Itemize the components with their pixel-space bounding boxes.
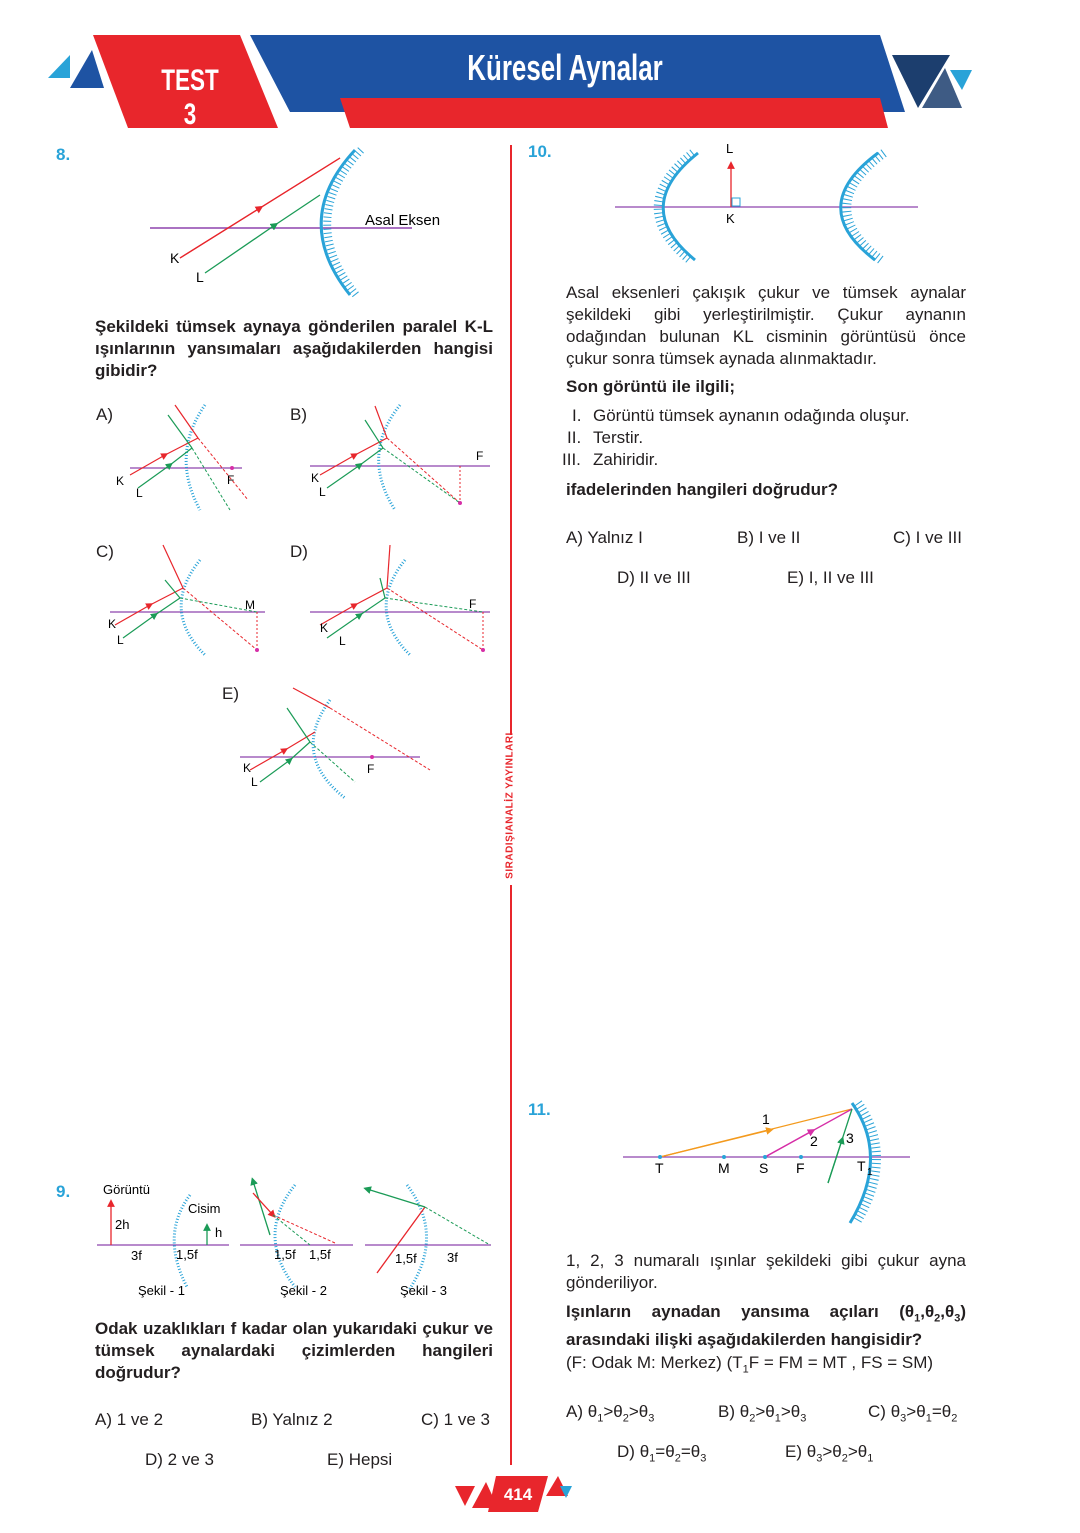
q11-number: 11.	[528, 1100, 551, 1119]
q8-option-e-figure	[235, 680, 435, 800]
svg-text:L: L	[339, 634, 346, 648]
q9-option-c[interactable]: C) 1 ve 3	[421, 1410, 490, 1429]
svg-text:F: F	[476, 449, 484, 463]
q8-option-a-figure	[110, 400, 270, 520]
q8-option-b-figure	[305, 400, 495, 520]
svg-text:F: F	[469, 597, 477, 611]
svg-text:2h: 2h	[115, 1217, 130, 1232]
q10-intro: Asal eksenleri çakışık çukur ve tümsek aynalar şekildeki gibi yerleştirilmiştir. Çukur aynanın odağından bulunan KL cisminin görüntüsü önce çukur sonra tümsek aynada alınmaktadır.	[566, 283, 966, 368]
q9-option-a[interactable]: A) 1 ve 2	[95, 1410, 164, 1429]
q10-statement-1: Görüntü tümsek aynanın odağında oluşur.	[593, 406, 910, 425]
q10-roman-2: II.	[567, 428, 582, 447]
svg-text:M: M	[245, 598, 255, 612]
q10-option-c[interactable]: C) I ve III	[893, 528, 962, 547]
q10-statement-3: Zahiridir.	[593, 450, 659, 469]
q8-label-l: L	[196, 269, 204, 285]
svg-text:L: L	[251, 775, 258, 789]
q11-option-e[interactable]: E) $\theta_3>\theta_2>\theta_1$	[785, 1442, 874, 1465]
svg-text:2: 2	[810, 1133, 818, 1149]
page-number: 414	[503, 1485, 533, 1504]
q9-option-d[interactable]: D) 2 ve 3	[145, 1450, 214, 1469]
svg-text:Şekil - 2: Şekil - 2	[280, 1283, 327, 1298]
svg-text:Cisim: Cisim	[188, 1201, 221, 1216]
svg-text:1,5f: 1,5f	[274, 1247, 296, 1262]
svg-text:1,5f: 1,5f	[309, 1247, 331, 1262]
q11-option-a[interactable]: A) $\theta_1>\theta_2>\theta_3$	[566, 1402, 655, 1425]
q10-number: 10.	[528, 142, 552, 161]
svg-text:K: K	[243, 761, 252, 775]
svg-text:Şekil - 1: Şekil - 1	[138, 1283, 185, 1298]
q8-option-d[interactable]: D)	[290, 542, 308, 561]
q9-option-e[interactable]: E) Hepsi	[327, 1450, 393, 1469]
svg-text:M: M	[718, 1160, 730, 1176]
svg-text:L: L	[726, 141, 734, 156]
q9-option-b[interactable]: B) Yalnız 2	[251, 1410, 333, 1429]
svg-text:Şekil - 3: Şekil - 3	[400, 1283, 447, 1298]
q9-question: Odak uzaklıkları f kadar olan yukarıdaki çukur ve tümsek aynalardaki çizimlerden hangileri doğrudur?	[95, 1319, 493, 1382]
svg-text:L: L	[136, 486, 143, 500]
q11-question-end: ) arasındaki ilişki aşağıdakilerden hangisidir?	[566, 1302, 966, 1350]
svg-text:1,5f: 1,5f	[395, 1251, 417, 1266]
svg-text:3f: 3f	[447, 1250, 458, 1265]
test-label: TEST 3	[161, 64, 219, 131]
q10-option-d[interactable]: D) II ve III	[617, 568, 691, 587]
page-title: Küresel Aynalar	[467, 47, 663, 88]
q10-statement-2: Terstir.	[593, 428, 644, 447]
svg-text:F: F	[367, 762, 375, 776]
q8-option-c[interactable]: C)	[96, 542, 114, 561]
svg-text:1: 1	[762, 1111, 770, 1127]
svg-text:F: F	[796, 1160, 805, 1176]
q11-option-b[interactable]: B) $\theta_2>\theta_1>\theta_3$	[718, 1402, 807, 1425]
svg-text:L: L	[117, 633, 124, 647]
svg-text:S: S	[759, 1160, 769, 1176]
q10-figure	[610, 135, 930, 270]
q10-lead: Son görüntü ile ilgili;	[566, 377, 736, 396]
publisher-side-text: SIRADIŞIANALİZ YAYINLARI	[504, 732, 516, 879]
svg-text:Görüntü: Görüntü	[103, 1182, 150, 1197]
svg-text:F: F	[227, 473, 235, 487]
q11-legend-start: (F: Odak M: Merkez) (T	[566, 1353, 743, 1372]
q8-option-d-figure	[305, 540, 495, 660]
svg-text:K: K	[311, 471, 320, 485]
svg-text:3: 3	[846, 1130, 854, 1146]
q11-figure	[620, 1095, 920, 1230]
q11-legend: (F: Odak M: Merkez) ($T_1F$ = FM = MT , FS = SM)	[566, 1353, 934, 1376]
q10-roman-3: III.	[562, 450, 581, 469]
q10-option-a[interactable]: A) Yalnız I	[566, 528, 643, 547]
q9-figures	[95, 1175, 495, 1305]
q11-question-start: Işınların aynadan yansıma açıları (θ	[566, 1302, 915, 1321]
q11-option-d[interactable]: D) $\theta_1=\theta_2=\theta_3$	[617, 1442, 707, 1465]
svg-text:K: K	[320, 621, 329, 635]
q11-intro: 1, 2, 3 numaralı ışınlar şekildeki gibi çukur ayna gönderiliyor.	[566, 1251, 966, 1292]
svg-text:K: K	[108, 617, 117, 631]
q8-option-b[interactable]: B)	[290, 405, 307, 424]
q10-option-b[interactable]: B) I ve II	[737, 528, 801, 547]
q9-number: 9.	[56, 1182, 71, 1201]
svg-text:1: 1	[867, 1167, 873, 1178]
svg-text:h: h	[215, 1225, 223, 1240]
q10-option-e[interactable]: E) I, II ve III	[787, 568, 874, 587]
svg-text:T: T	[655, 1160, 664, 1176]
q10-roman-1: I.	[572, 406, 582, 425]
q8-question: Şekildeki tümsek aynaya gönderilen paralel K-L ışınlarının yansımaları aşağıdakilerden hangisi gibidir?	[95, 317, 493, 380]
q11-option-c[interactable]: C) $\theta_3>\theta_1=\theta_2$	[868, 1402, 958, 1425]
page-number-badge	[450, 1468, 630, 1518]
svg-text:L: L	[319, 485, 326, 499]
q8-figure	[140, 140, 460, 310]
q11-legend-end: F = FM = MT , FS = SM)	[748, 1353, 934, 1372]
q8-option-c-figure	[105, 540, 275, 660]
q10-question: ifadelerinden hangileri doğrudur?	[566, 480, 839, 499]
q11-question: Işınların aynadan yansıma açıları $(\theta_1,\theta_2,\theta_3)$ arasındaki ilişki aşağıdakilerden hangisidir?	[566, 1302, 966, 1350]
svg-text:1,5f: 1,5f	[176, 1247, 198, 1262]
q8-option-a[interactable]: A)	[96, 405, 113, 424]
svg-text:K: K	[726, 211, 735, 226]
svg-text:K: K	[116, 474, 125, 488]
svg-text:3f: 3f	[131, 1248, 142, 1263]
q8-label-k: K	[170, 250, 180, 266]
svg-text:T: T	[857, 1158, 866, 1174]
q8-option-e[interactable]: E)	[222, 684, 239, 703]
q8-number: 8.	[56, 145, 71, 164]
q8-axis-label: Asal Eksen	[365, 212, 441, 229]
